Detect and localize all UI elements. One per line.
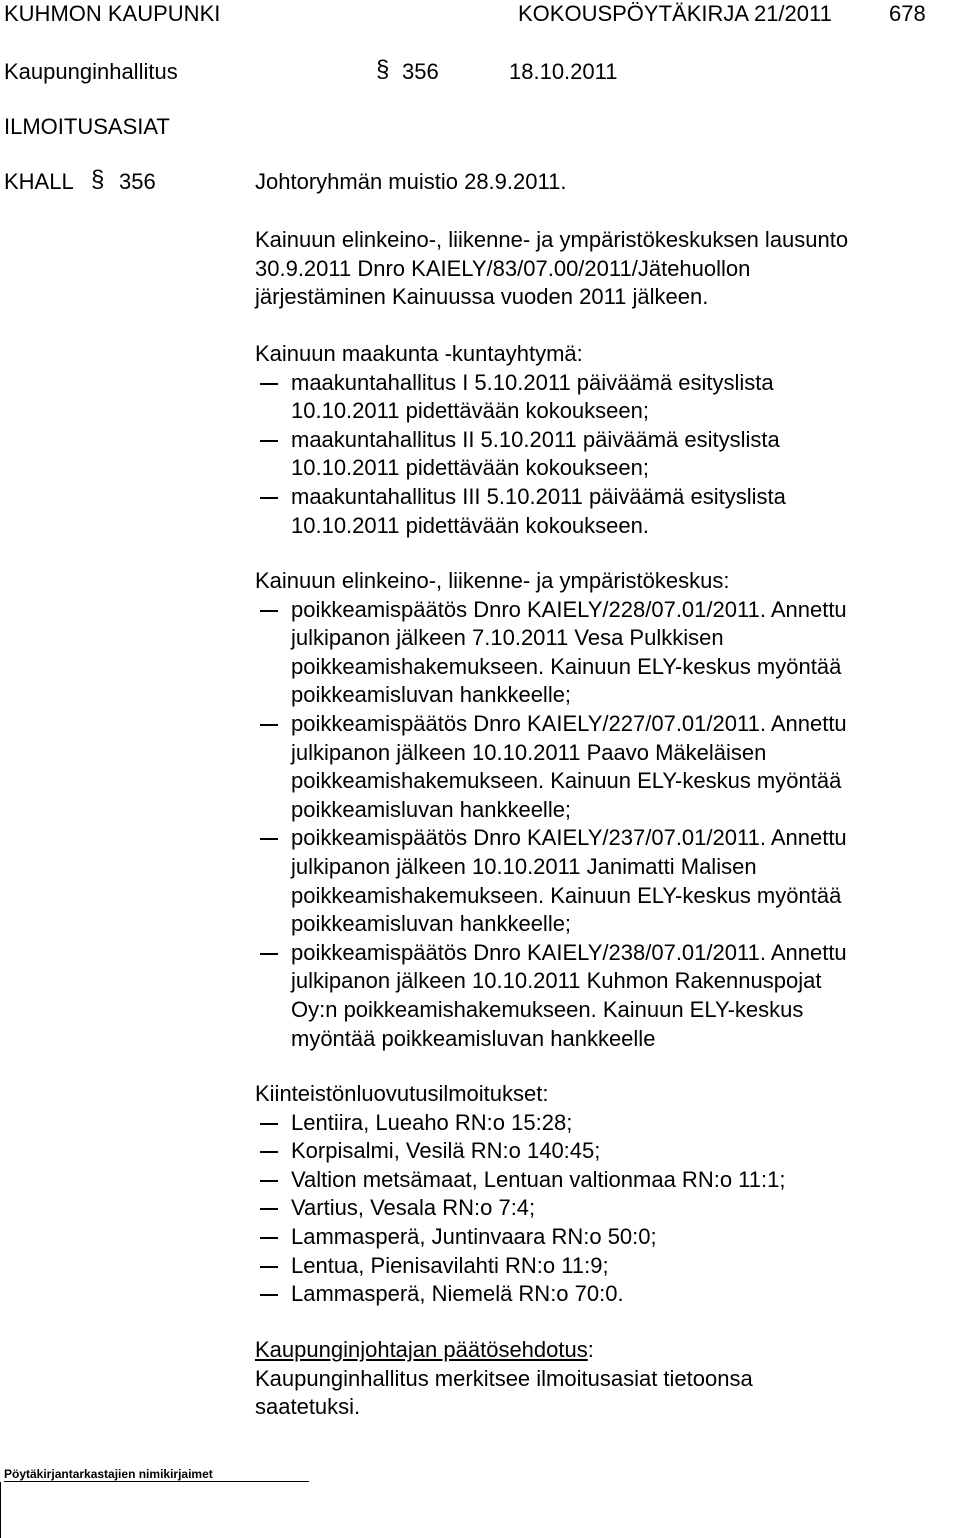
text-line: maakuntahallitus I 5.10.2011 päiväämä esityslista: [291, 369, 774, 395]
section-heading: Kainuun elinkeino-, liikenne- ja ympäristökeskus:: [255, 568, 730, 593]
text-line: Lentiira, Lueaho RN:o 15:28;: [291, 1109, 573, 1135]
text-line: Kainuun elinkeino-, liikenne- ja ympäristökeskuksen lausunto: [255, 227, 849, 252]
text-line: Lammasperä, Niemelä RN:o 70:0.: [291, 1281, 624, 1307]
document-title: KOKOUSPÖYTÄKIRJA 21/2011: [518, 1, 832, 26]
dash-bullet: [260, 1151, 278, 1153]
list-item: [255, 710, 935, 824]
dash-bullet: [260, 383, 278, 385]
section-symbol: §: [376, 56, 390, 83]
kuntayhtyma-section: [255, 340, 935, 540]
proposal-label: Kaupunginjohtajan päätösehdotus: [255, 1337, 588, 1362]
section-number: 356: [402, 59, 439, 84]
text-line: maakuntahallitus III 5.10.2011 päiväämä esityslista: [291, 483, 786, 509]
list-item: [255, 1109, 935, 1138]
text-line: Lammasperä, Juntinvaara RN:o 50:0;: [291, 1223, 657, 1249]
dash-bullet: [260, 497, 278, 499]
meeting-date: 18.10.2011: [509, 59, 618, 84]
list-item: [255, 426, 935, 483]
text-line: myöntää poikkeamisluvan hankkeelle: [291, 1025, 656, 1051]
text-line: poikkeamispäätös Dnro KAIELY/238/07.01/2011. Annettu: [291, 939, 847, 965]
text-line: saatetuksi.: [255, 1394, 361, 1420]
text-line: poikkeamispäätös Dnro KAIELY/237/07.01/2011. Annettu: [291, 825, 847, 851]
item-section-number: 356: [119, 169, 156, 194]
list-item: [255, 824, 935, 938]
proposal-heading: [255, 1336, 935, 1365]
text-line: julkipanon jälkeen 10.10.2011 Paavo Mäkeläisen: [291, 739, 767, 765]
text-line: Valtion metsämaat, Lentuan valtionmaa RN:o 11:1;: [291, 1166, 786, 1192]
text-line: poikkeamisluvan hankkeelle;: [291, 796, 572, 822]
text-line: Vartius, Vesala RN:o 7:4;: [291, 1195, 536, 1221]
page-heading: ILMOITUSASIAT: [4, 114, 170, 139]
proposal-colon: :: [587, 1337, 594, 1362]
text-line: julkipanon jälkeen 7.10.2011 Vesa Pulkkisen: [291, 625, 724, 651]
text-line: maakuntahallitus II 5.10.2011 päiväämä esityslista: [291, 426, 780, 452]
text-line: Lentua, Pienisavilahti RN:o 11:9;: [291, 1252, 609, 1278]
item-title: Johtoryhmän muistio 28.9.2011.: [255, 169, 567, 194]
dash-bullet: [260, 724, 278, 726]
section-heading: Kiinteistönluovutusilmoitukset:: [255, 1081, 549, 1106]
initials-box-edge: [0, 1482, 1, 1538]
text-line: järjestäminen Kainuussa vuoden 2011 jälkeen.: [255, 284, 709, 310]
dash-bullet: [260, 953, 278, 955]
text-line: Kaupunginhallitus merkitsee ilmoitusasiat tietoonsa: [255, 1365, 753, 1391]
item-section-symbol: §: [91, 166, 105, 193]
text-line: poikkeamishakemukseen. Kainuun ELY-keskus myöntää: [291, 768, 842, 794]
text-line: Oy:n poikkeamishakemukseen. Kainuun ELY-keskus: [291, 996, 804, 1022]
statement-paragraph: [255, 226, 935, 312]
dash-bullet: [260, 1208, 278, 1210]
ely-section: [255, 567, 935, 1053]
list-item: [255, 1194, 935, 1223]
text-line: 10.10.2011 pidettävään kokoukseen;: [291, 398, 649, 424]
proposal-section: [255, 1336, 935, 1422]
list-item: [255, 1252, 935, 1281]
text-line: poikkeamishakemukseen. Kainuun ELY-keskus myöntää: [291, 653, 842, 679]
list-item: [255, 483, 935, 540]
dash-bullet: [260, 610, 278, 612]
text-line: poikkeamisluvan hankkeelle;: [291, 682, 572, 708]
body-name: Kaupunginhallitus: [4, 59, 178, 84]
list-item: [255, 1166, 935, 1195]
page-number: 678: [889, 1, 926, 26]
list-item: [255, 369, 935, 426]
text-line: poikkeamisluvan hankkeelle;: [291, 911, 572, 937]
dash-bullet: [260, 1237, 278, 1239]
dash-bullet: [260, 440, 278, 442]
text-line: 30.9.2011 Dnro KAIELY/83/07.00/2011/Jätehuollon: [255, 255, 751, 281]
text-line: poikkeamispäätös Dnro KAIELY/228/07.01/2011. Annettu: [291, 596, 847, 622]
list-item: [255, 1137, 935, 1166]
list-item: [255, 1223, 935, 1252]
dash-bullet: [260, 1266, 278, 1268]
list-item: [255, 939, 935, 1053]
item-id: KHALL: [4, 169, 74, 194]
list-item: [255, 596, 935, 710]
kiinteisto-section: [255, 1080, 935, 1309]
text-line: Korpisalmi, Vesilä RN:o 140:45;: [291, 1138, 601, 1164]
org-name: KUHMON KAUPUNKI: [4, 1, 221, 26]
dash-bullet: [260, 838, 278, 840]
text-line: 10.10.2011 pidettävään kokoukseen.: [291, 512, 649, 538]
footer-initials-label: Pöytäkirjantarkastajien nimikirjaimet: [4, 1467, 309, 1482]
dash-bullet: [260, 1294, 278, 1296]
section-heading: Kainuun maakunta -kuntayhtymä:: [255, 341, 583, 366]
text-line: julkipanon jälkeen 10.10.2011 Janimatti Malisen: [291, 853, 757, 879]
text-line: poikkeamishakemukseen. Kainuun ELY-keskus myöntää: [291, 882, 842, 908]
text-line: 10.10.2011 pidettävään kokoukseen;: [291, 455, 649, 481]
list-item: [255, 1280, 935, 1309]
dash-bullet: [260, 1123, 278, 1125]
text-line: poikkeamispäätös Dnro KAIELY/227/07.01/2011. Annettu: [291, 710, 847, 736]
dash-bullet: [260, 1180, 278, 1182]
text-line: julkipanon jälkeen 10.10.2011 Kuhmon Rakennuspojat: [291, 968, 822, 994]
